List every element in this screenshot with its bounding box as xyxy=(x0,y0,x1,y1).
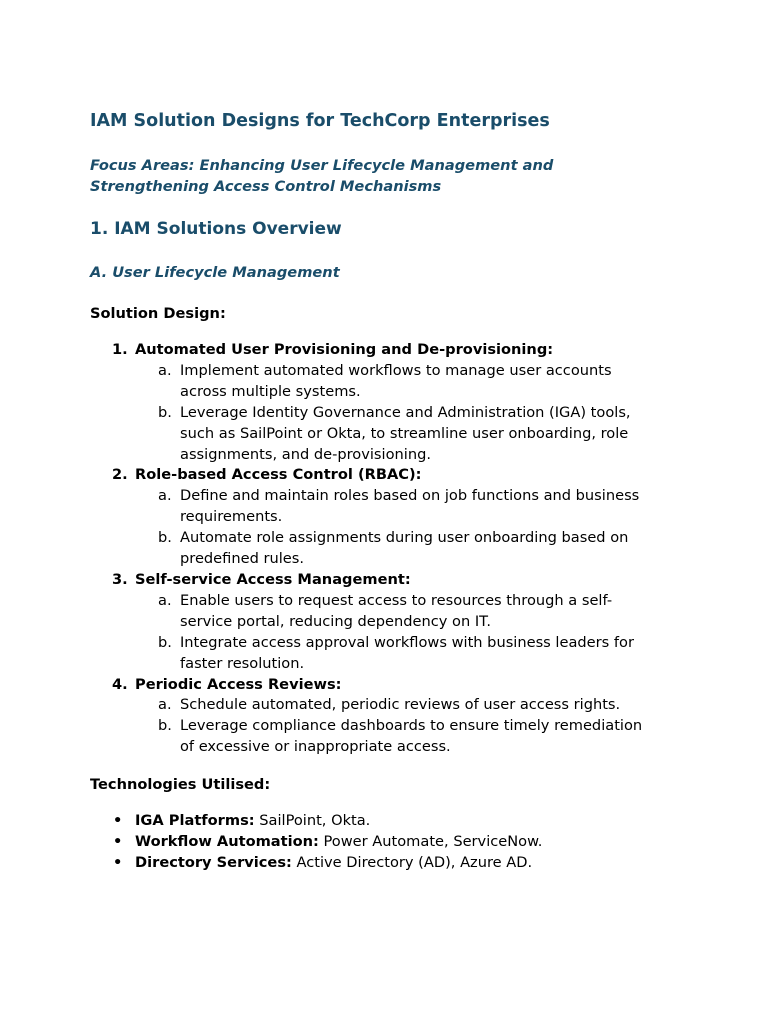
list-item-text: Implement automated workflows to manage user accounts across multiple systems. xyxy=(180,361,612,400)
list-letter: b. xyxy=(158,529,172,547)
technologies-list xyxy=(90,811,690,874)
list-item xyxy=(135,528,660,570)
list-item xyxy=(135,716,660,758)
solution-item-title: Automated User Provisioning and De-provisioning: xyxy=(135,341,554,358)
list-item xyxy=(135,633,660,675)
list-item-text: Leverage compliance dashboards to ensure timely remediation of excessive or inappropriate access. xyxy=(180,717,643,756)
subsection-heading: A. User Lifecycle Management xyxy=(90,264,340,281)
list-letter: b. xyxy=(158,717,172,735)
technology-value: SailPoint, Okta. xyxy=(254,812,371,829)
list-item xyxy=(135,486,660,528)
bullet-icon: • xyxy=(113,832,123,850)
bullet-icon: • xyxy=(113,812,123,829)
solution-item xyxy=(90,570,690,675)
list-letter: b. xyxy=(158,633,172,651)
solution-design-label: Solution Design: xyxy=(90,305,226,322)
sub-list xyxy=(135,695,690,758)
list-item xyxy=(90,832,690,853)
list-item xyxy=(135,695,660,716)
solution-item xyxy=(90,465,690,570)
list-letter: a. xyxy=(158,591,172,609)
solution-item-title: Self-service Access Management: xyxy=(135,570,411,588)
list-item xyxy=(135,361,660,403)
technology-value: Power Automate, ServiceNow. xyxy=(318,832,543,850)
bullet-icon: • xyxy=(113,853,123,871)
list-item-text: Define and maintain roles based on job functions and business requirements. xyxy=(180,487,640,526)
list-item-text: Enable users to request access to resources through a self-service portal, reducing dependency on IT. xyxy=(180,591,613,630)
list-item-text: Automate role assignments during user onboarding based on predefined rules. xyxy=(180,529,629,568)
list-item-text: Leverage Identity Governance and Administration (IGA) tools, such as SailPoint or Okta, to streamline user onboarding, role assignments, and de-provisioning. xyxy=(180,403,631,463)
list-number: 1. xyxy=(112,341,128,358)
technologies-label: Technologies Utilised: xyxy=(90,776,271,793)
focus-areas: Focus Areas: Enhancing User Lifecycle Management and Strengthening Access Control Mechanisms xyxy=(90,157,554,195)
technology-label: Directory Services: xyxy=(135,853,292,871)
list-letter: a. xyxy=(158,487,172,505)
list-letter: a. xyxy=(158,361,172,379)
solution-item xyxy=(90,340,690,465)
solution-list xyxy=(90,340,690,758)
section-heading: 1. IAM Solutions Overview xyxy=(90,219,342,239)
list-number: 2. xyxy=(112,466,128,484)
technology-label: IGA Platforms: xyxy=(135,812,255,829)
sub-list xyxy=(135,591,690,675)
list-item xyxy=(135,403,660,466)
solution-item xyxy=(90,675,690,759)
list-item xyxy=(135,591,660,633)
technology-label: Workflow Automation: xyxy=(135,832,319,850)
list-item-text: Schedule automated, periodic reviews of user access rights. xyxy=(180,696,621,714)
sub-list xyxy=(135,486,690,570)
sub-list xyxy=(135,361,690,466)
document-title: IAM Solution Designs for TechCorp Enterprises xyxy=(90,111,550,131)
solution-item-title: Periodic Access Reviews: xyxy=(135,675,342,693)
list-item xyxy=(90,853,690,874)
list-letter: a. xyxy=(158,696,172,714)
list-item xyxy=(90,811,690,832)
list-number: 4. xyxy=(112,675,128,693)
list-letter: b. xyxy=(158,403,172,421)
solution-item-title: Role-based Access Control (RBAC): xyxy=(135,466,422,484)
technology-value: Active Directory (AD), Azure AD. xyxy=(291,853,533,871)
list-number: 3. xyxy=(112,570,128,588)
list-item-text: Integrate access approval workflows with business leaders for faster resolution. xyxy=(180,633,634,672)
